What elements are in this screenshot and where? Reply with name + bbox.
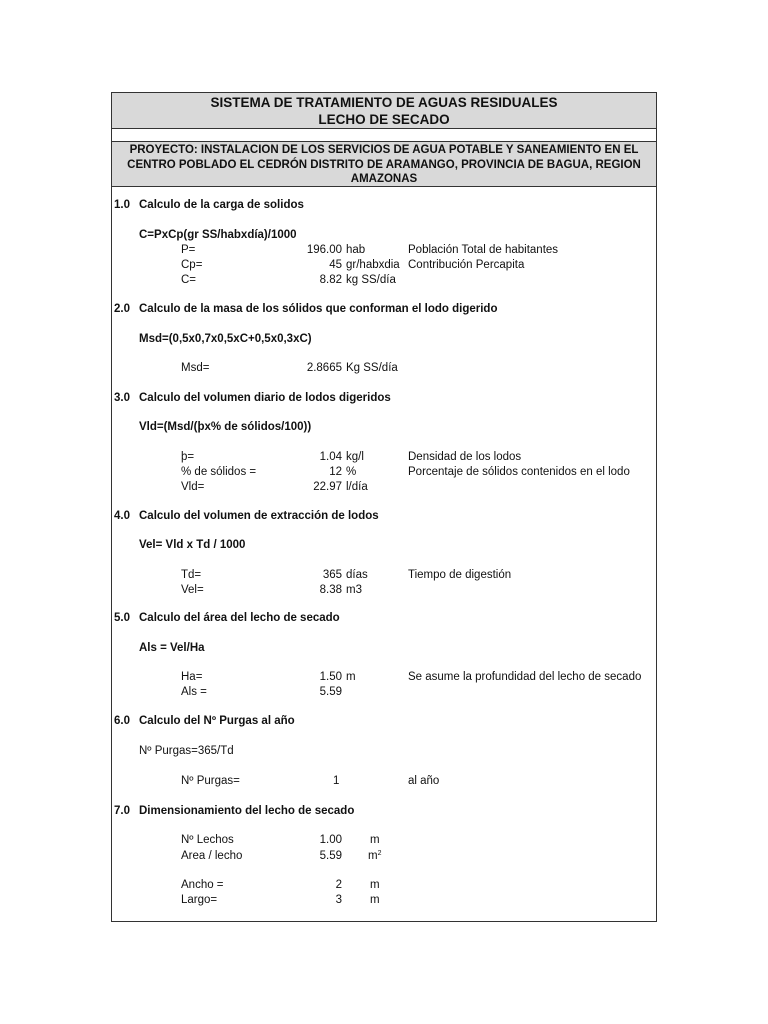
section-5-title: Calculo del área del lecho de secado <box>139 612 340 624</box>
param-unit: % <box>346 466 357 478</box>
section-4-title: Calculo del volumen de extracción de lodos <box>139 510 379 522</box>
section-3-formula: Vld=(Msd/(þx% de sólidos/100)) <box>139 421 312 433</box>
unit-base: m <box>368 850 378 862</box>
section-4-formula: Vel= Vld x Td / 1000 <box>139 539 246 551</box>
param-unit: Kg SS/día <box>346 362 398 374</box>
param-label: Als = <box>181 686 207 698</box>
param-unit: m <box>370 879 380 891</box>
calculation-sheet <box>111 92 657 922</box>
param-value: 5.59 <box>319 850 342 862</box>
section-1-number: 1.0 <box>114 199 130 211</box>
param-description: Porcentaje de sólidos contenidos en el lodo <box>408 466 630 478</box>
unit-superscript: 2 <box>377 850 382 857</box>
project-banner: PROYECTO: INSTALACION DE LOS SERVICIOS DE AGUA POTABLE Y SANEAMIENTO EN EL CENTRO POBLADO EL CEDRÓN DISTRITO DE ARAMANGO, PROVINCIA DE BAGUA, REGION AMAZONAS <box>112 142 656 187</box>
section-1-title: Calculo de la carga de solidos <box>139 199 304 211</box>
param-unit <box>368 849 382 863</box>
section-4-number: 4.0 <box>114 510 130 522</box>
title-line-2: LECHO DE SECADO <box>318 112 450 127</box>
param-description: Se asume la profundidad del lecho de secado <box>408 671 642 683</box>
param-description: Tiempo de digestión <box>408 569 512 581</box>
param-value: 5.59 <box>319 686 342 698</box>
param-unit: kg/l <box>346 451 364 463</box>
section-7-title: Dimensionamiento del lecho de secado <box>139 805 355 817</box>
param-description: Población Total de habitantes <box>408 244 559 256</box>
param-unit: kg SS/día <box>346 274 396 286</box>
param-value: 8.38 <box>319 584 342 596</box>
section-3-number: 3.0 <box>114 392 130 404</box>
section-7-number: 7.0 <box>114 805 130 817</box>
param-label: Vld= <box>181 481 205 493</box>
spacer-row <box>112 129 656 142</box>
param-unit: m <box>370 894 380 906</box>
section-2-number: 2.0 <box>114 303 130 315</box>
param-value: 1 <box>333 775 340 787</box>
section-6-formula: Nº Purgas=365/Td <box>139 745 234 757</box>
section-1-formula: C=PxCp(gr SS/habxdía)/1000 <box>139 229 297 241</box>
param-unit: gr/habxdia <box>346 259 400 271</box>
param-value: 45 <box>329 259 342 271</box>
title-line-1: SISTEMA DE TRATAMIENTO DE AGUAS RESIDUALES <box>210 95 558 110</box>
param-unit: hab <box>346 244 366 256</box>
section-5-formula: Als = Vel/Ha <box>139 642 205 654</box>
param-description: Contribución Percapita <box>408 259 525 271</box>
param-value: 1.04 <box>319 451 342 463</box>
param-label: P= <box>181 244 196 256</box>
param-label: C= <box>181 274 197 286</box>
section-2-formula: Msd=(0,5x0,7x0,5xC+0,5x0,3xC) <box>139 333 312 345</box>
section-6-title: Calculo del Nº Purgas al año <box>139 715 295 727</box>
param-label: Ha= <box>181 671 203 683</box>
param-value: 196.00 <box>306 244 342 256</box>
param-label: Nº Lechos <box>181 834 234 846</box>
param-label: Ancho = <box>181 879 224 891</box>
param-unit: m <box>346 671 356 683</box>
param-label: Cp= <box>181 259 203 271</box>
param-value: 8.82 <box>319 274 342 286</box>
param-value: 365 <box>322 569 342 581</box>
section-3-title: Calculo del volumen diario de lodos digeridos <box>139 392 391 404</box>
param-label: % de sólidos = <box>181 466 257 478</box>
param-label: Nº Purgas= <box>181 775 240 787</box>
param-description: Densidad de los lodos <box>408 451 522 463</box>
param-unit: días <box>346 569 368 581</box>
param-label: þ= <box>181 451 195 463</box>
param-label: Td= <box>181 569 202 581</box>
param-value: 2 <box>335 879 342 891</box>
param-value: 12 <box>329 466 342 478</box>
section-2-title: Calculo de la masa de los sólidos que conforman el lodo digerido <box>139 303 498 315</box>
param-label: Msd= <box>181 362 210 374</box>
param-unit: m3 <box>346 584 362 596</box>
param-value: 3 <box>335 894 342 906</box>
section-5-number: 5.0 <box>114 612 130 624</box>
param-value: 22.97 <box>313 481 342 493</box>
param-label: Vel= <box>181 584 204 596</box>
param-label: Area / lecho <box>181 850 243 862</box>
param-value: 2.8665 <box>306 362 342 374</box>
param-description: al año <box>408 775 440 787</box>
sheet-title <box>112 93 656 129</box>
param-value: 1.00 <box>319 834 342 846</box>
section-6-number: 6.0 <box>114 715 130 727</box>
param-unit: m <box>370 834 380 846</box>
param-value: 1.50 <box>319 671 342 683</box>
param-unit: l/día <box>346 481 368 493</box>
param-label: Largo= <box>181 894 218 906</box>
